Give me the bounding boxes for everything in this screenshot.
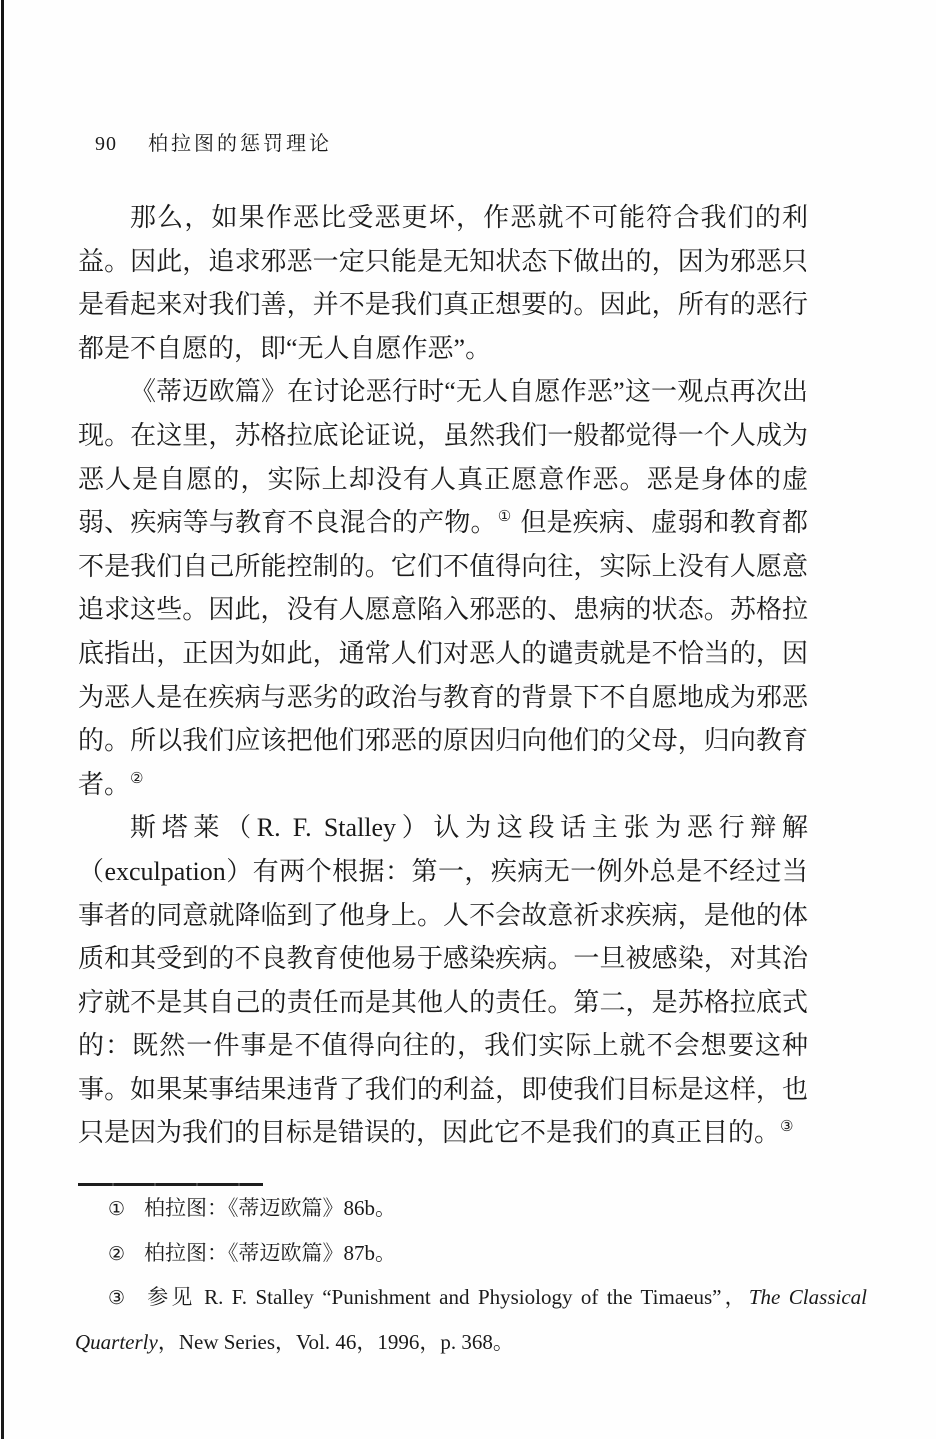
page-number: 90 <box>95 133 117 155</box>
paragraph-3-text: 斯塔莱（R. F. Stalley）认为这段话主张为恶行辩解（exculpation）有两个根据：第一，疾病无一例外总是不经过当事者的同意就降临到了他身上。人不会故意祈求疾病，是他的体质和其受到的不良教育使他易于感染疾病。一旦被感染，对其治疗就不是其自己的责任而是其他人的责任。第二，是苏格拉底式的：既然一件事是不值得向往的，我们实际上就不会想要这种事。如果某事结果违背了我们的利益，即使我们目标是这样，也只是因为我们的目标是错误的，因此它不是我们的真正目的。 <box>78 813 808 1148</box>
footnote-ref-3: ③ <box>780 1117 794 1136</box>
body-text <box>78 196 808 1155</box>
paragraph-1 <box>78 196 808 370</box>
scan-edge-artifact <box>1 0 4 1439</box>
footnote-ref-2: ② <box>130 768 144 787</box>
footnote-3-text-before-italic: 参见 R. F. Stalley “Punishment and Physiology of the Timaeus”， <box>147 1285 749 1309</box>
footnote-3-journal-title: The Classical Quarterly <box>75 1285 867 1354</box>
paragraph-1-text: 那么，如果作恶比受恶更坏，作恶就不可能符合我们的利益。因此，追求邪恶一定只能是无知状态下做出的，因为邪恶只是看起来对我们善，并不是我们真正想要的。因此，所有的恶行都是不自愿的，即“无人自愿作恶”。 <box>78 203 808 363</box>
footnote-ref-1: ① <box>497 507 512 526</box>
footnote-1 <box>75 1187 867 1232</box>
footnote-3 <box>75 1276 867 1364</box>
paragraph-3 <box>78 806 808 1155</box>
footnotes-section <box>75 1187 867 1364</box>
footnote-2-marker: ② <box>108 1242 126 1265</box>
footnote-1-text: 柏拉图：《蒂迈欧篇》86b。 <box>144 1196 397 1220</box>
chapter-title: 柏拉图的惩罚理论 <box>148 133 332 155</box>
footnote-3-marker: ③ <box>108 1287 129 1309</box>
footnote-1-marker: ① <box>108 1198 126 1220</box>
footnote-2-text: 柏拉图：《蒂迈欧篇》87b。 <box>144 1240 397 1265</box>
running-header <box>95 132 332 156</box>
footnote-2 <box>75 1232 867 1277</box>
paragraph-2-text-b: 但是疾病、虚弱和教育都不是我们自己所能控制的。它们不值得向往，实际上没有人愿意追求这些。因此，没有人愿意陷入邪恶的、患病的状态。苏格拉底指出，正因为如此，通常人们对恶人的谴责就是不恰当的，因为恶人是在疾病与恶劣的政治与教育的背景下不自愿地成为邪恶的。所以我们应该把他们邪恶的原因归向他们的父母，归向教育者。 <box>78 508 808 799</box>
paragraph-2-text-a: 《蒂迈欧篇》在讨论恶行时“无人自愿作恶”这一观点再次出现。在这里，苏格拉底论证说，虽然我们一般都觉得一个人成为恶人是自愿的，实际上却没有人真正愿意作恶。恶是身体的虚弱、疾病等与教育不良混合的产物。 <box>78 377 808 538</box>
footnote-divider <box>78 1183 263 1186</box>
footnote-3-text-after-italic: ，New Series，Vol. 46，1996，p. 368。 <box>157 1329 514 1354</box>
paragraph-2 <box>78 370 808 806</box>
